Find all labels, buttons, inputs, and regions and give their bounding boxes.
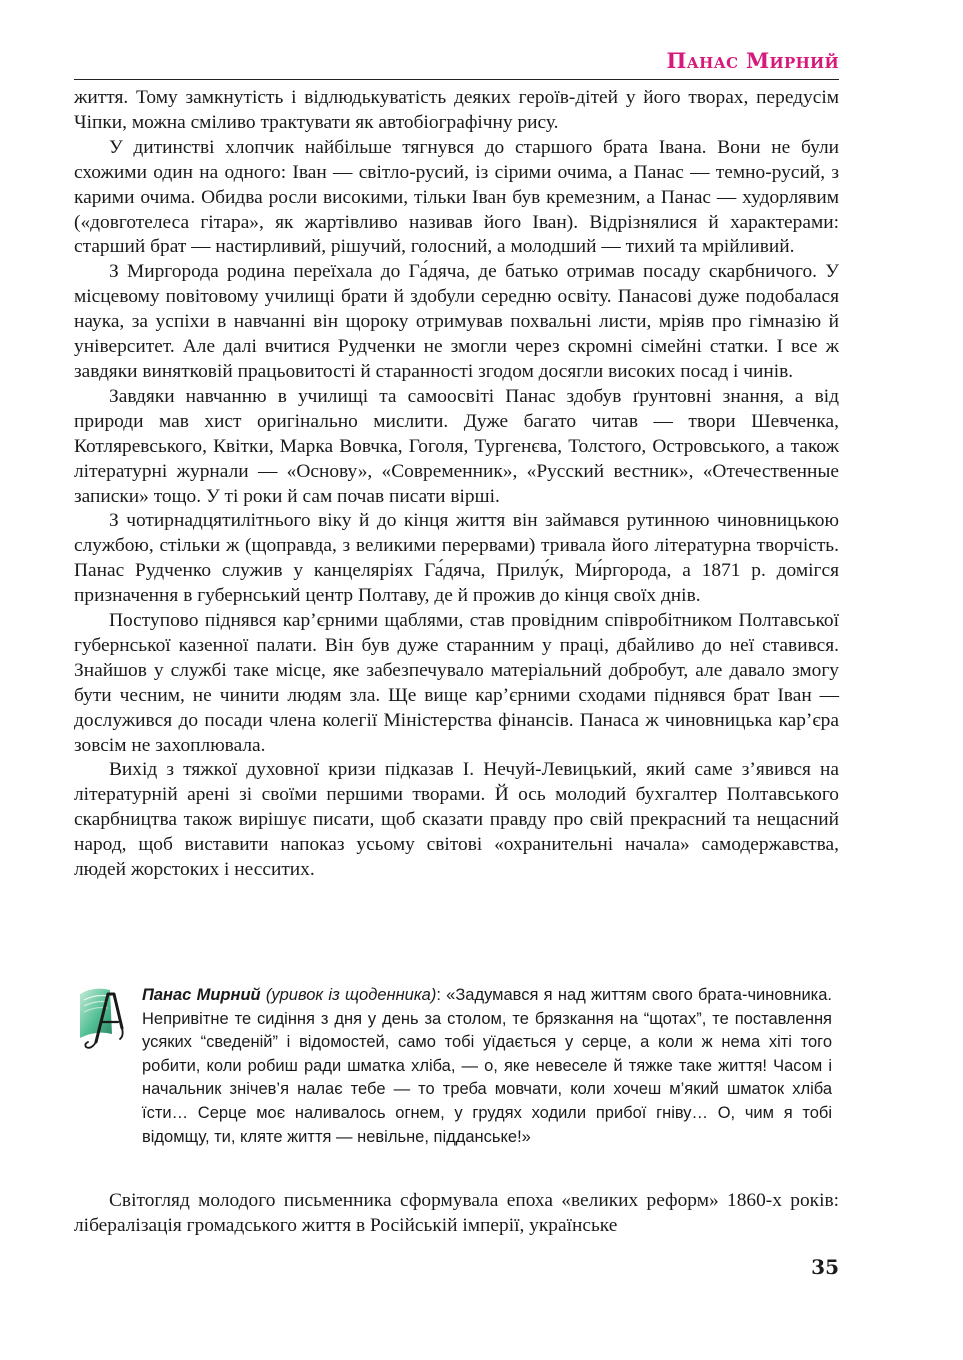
paragraph: З Миргорода родина переїхала до Га́дяча, де батько отримав посаду скарбничого. У місцевому повітовому училищі брати й здобули середню освіту. Панасові дуже подобалася наука, за успіхи в навчанні він щороку отримував похвальні листи, мріяв про гімназію й університет. Але далі вчитися Рудченки не змогли через скромні сімейні статки. І все ж завдяки винятковій працьовитості й старанності згодом досягли високих посад і чинів. [74,261,839,382]
paragraph: Завдяки навчанню в училищі та самоосвіті Панас здобув ґрунтовні знання, а від природи мав хист оригінально мислити. Дуже багато читав — твори Шевченка, Котляревського, Квітки, Марка Вовчка, Гоголя, Тургенєва, Толстого, Островського, а також літературні журнали — «Основу», «Современник», «Русский вестник», «Отечественные записки» тощо. У ті роки й сам почав писати вірші. [74,385,839,507]
quote-author: Панас Мирний [142,986,261,1004]
document-quote [74,984,839,1174]
quote-source: (уривок із щоденника) [260,986,437,1004]
paragraph: У дитинстві хлопчик найбільше тягнувся до старшого брата Івана. Вони не були схожими один на одного: Іван — світло-русий, із сірими очима, а Панас — темно-русий, з карими очима. Обидва росли високими, тільки Іван був кремезним, а Панас — худорлявим («довготелеса гітара», як жартівливо називав його Іван). Відрізнялися й характерами: старший брат — настирливий, рішучий, голосний, а молодший — тихий та мрійливий. [74,136,839,258]
page-number: 35 [811,1255,839,1279]
main-text [74,86,839,883]
paragraph: життя. Тому замкнутість і відлюдькуватість деяких героїв-дітей у його творах, передусім Чіпки, можна сміливо трактувати як автобіографічну рису. [74,87,839,133]
paragraph: Вихід з тяжкої духовної кризи підказав І. Нечуй-Левицький, який саме з’явився на літературній арені зі своїми першими творами. Й ось молодий бухгалтер Полтавського скарбництва також вирішує писати, щоб сказати правду про свій прекрасний та нещасний народ, щоб виставити напоказ усьому світові «охранительні начала» самодержавства, людей жорстоких і несситих. [74,759,839,881]
paragraph: З чотирнадцятилітнього віку й до кінця життя він займався рутинною чиновницькою службою, стільки ж (щоправда, з великими перервами) тривала його літературна творчість. Панас Рудченко служив у канцеляріях Га́дяча, Прилу́к, Ми́ргорода, а 1871 р. домігся призначення в губернський центр Полтаву, де й прожив до кінця своїх днів. [74,510,839,607]
paragraph: Поступово піднявся кар’єрними щаблями, став провідним співробітником Полтавської губернської казенної палати. Він був дуже старанним у праці, дбайливо до неї ставився. Знайшов у службі таке місце, яке забезпечувало матеріальний добробут, але давало змогу бути чесним, не чинити людям зла. Ще вище кар’єрними сходами піднявся брат Іван — дослужився до посади члена колегії Міністерства фінансів. Панаса ж чиновницька кар’єра зовсім не захоплювала. [74,610,839,756]
document-quote-icon [74,984,129,1054]
closing-text [74,1189,839,1239]
running-header-title: Панас Мирний [666,48,839,73]
quote-text [142,984,832,1149]
paragraph: Світогляд молодого письменника сформувала епоха «великих реформ» 1860-х років: лібералізація громадського життя в Російській імперії, українське [74,1190,839,1236]
header-divider [74,79,839,80]
quote-body: : «Задумався я над життям свого брата-чиновника. Непривітне те сидіння з дня у день за столом, те брязкання на “щотах”, те поставлення усяких “сведеній” і відомостей, само тобі уїдається у серце, а коли ж нема хіті того робити, коли робиш ради шматка хліба, — о, яке невеселе й тяжке таке життя! Часом і начальник знічев’я налає тебе — то треба мовчати, коли хочеш м’який шматок хліба їсти… Серце моє наливалось огнем, у грудях ходили прибої гніву… О, чим я тобі відомщу, ти, кляте життя — невільне, підданське!» [142,986,833,1146]
